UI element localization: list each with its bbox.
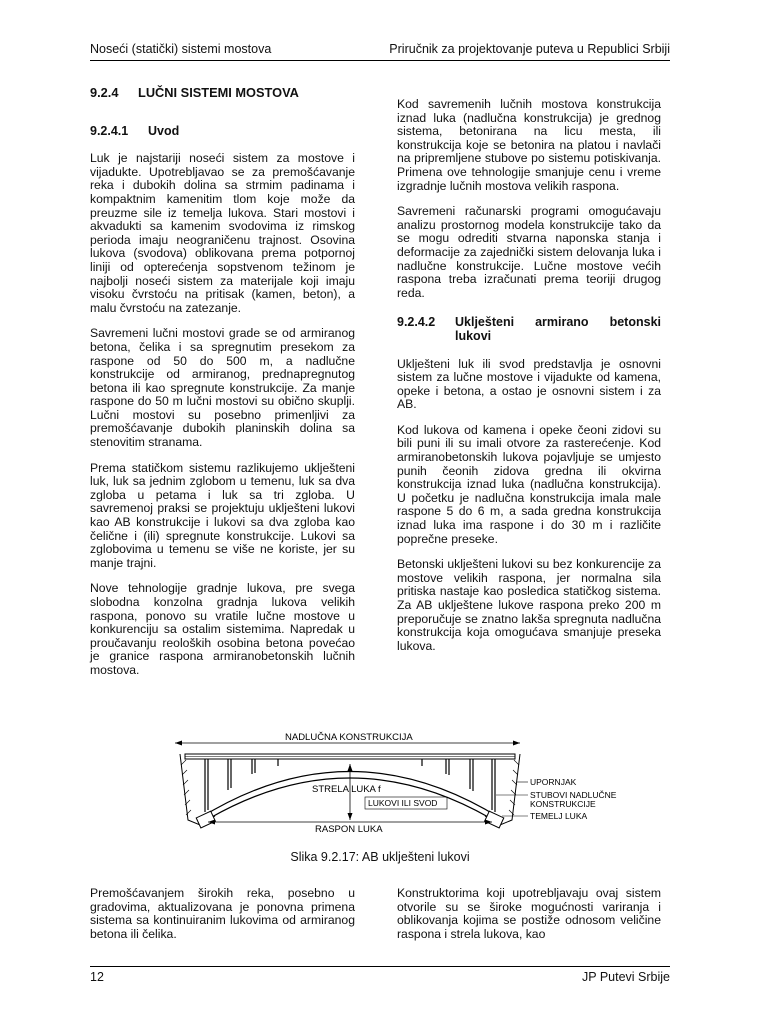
paragraph: Kod savremenih lučnih mostova konstrukcija iznad luka (nadlučna konstrukcija) je grednog sistema, betonirana na licu mesta, ili konstrukcija koje se betonira na platou i navlači na pripremljene stubove po sistemu potiskivanja. Primena ove tehnologije smanjuje cenu i vreme izgradnje lučnih mostova velikih raspona. [397,97,661,193]
arrow-left [175,741,182,746]
paragraph: Savremeni računarski programi omogućavaju analizu prostornog modela konstrukcije tako da se mogu odrediti stvarna naponska stanja i deformacije za zajednički sistem delovanja luka i nadlučne konstrukcije. Lučne mostove većih raspona treba izračunati prema teoriji drugog reda. [397,204,661,300]
header-left: Noseći (statički) sistemi mostova [90,42,272,56]
header-right: Priručnik za projektovanje puteva u Republici Srbiji [389,42,670,56]
paragraph: Luk je najstariji noseći sistem za mostove i vijadukte. Upotrebljavao se za premošćavanje reka i dubokih dolina sa strmim padinama i kompaktnim kamenitim tlom koje može da preuzme sile iz temelja lukova. Stari mostovi i akvadukti sa kamenim svodovima iz rimskog perioda imaju neograničenu trajnost. Osovina lukova (svodova) oblikovana prema potpornoj liniji od opterećenja sopstvenom težinom je najbolji noseći sistem za materijale koji imaju visoku čvrstoću na pritisak (kamen, beton), a malu čvrstoću na zatezanje. [90,151,355,315]
subsection-number: 9.2.4.2 [397,315,436,330]
subsection-title: Uklješteni armirano betonski lukovi [455,315,661,343]
paragraph: Uklješteni luk ili svod predstavlja je osnovni sistem za lučne mostove i vijadukte od kamena, opeke i betona, a ostao je osnovni sistem i za AB. [397,356,661,412]
span-label: RASPON LUKA [315,824,383,835]
page-number: 12 [90,970,104,984]
right-footing [485,811,504,828]
deck-label: NADLUČNA KONSTRUKCIJA [285,732,413,743]
right-column [397,98,661,665]
paragraph: Nove tehnologije gradnje lukova, pre svega slobodna konzolna gradnja lukova velikih raspona, ponovo su vratile lučne mostove u konkurenciju sa ostalim sistemima. Napredak u proučavanju reoloških osobina betona povećao je granice raspona armiranobetonskih lučnih mostova. [90,581,355,677]
bottom-left-paragraph: Premošćavanjem širokih reka, posebno u gradovima, aktualizovana je ponovna primena sistema sa kontinuiranim lukovima od armiranog betona ili čelika. [90,886,355,941]
rise-label: STRELA LUKA f [312,784,381,795]
paragraph: Prema statičkom sistemu razlikujemo uklješteni luk, luk sa jednim zglobom u temenu, luk sa dva zgloba u petama i luk sa tri zgloba. U savremenoj praksi se projektuju uklješteni lukovi kao AB konstrukcije i lukovi sa dva zgloba kao čelične i (ili) spregnute konstrukcije. Lukovi sa zglobovima u temenu se više ne koriste, jer su manje trajni. [90,460,355,570]
figure-caption: Slika 9.2.17: AB uklješteni lukovi [290,850,470,864]
footing-label: TEMELJ LUKA [530,811,588,821]
section-title: LUČNI SISTEMI MOSTOVA [138,85,299,100]
subsection-heading-uklesteni [397,316,661,343]
piers-label-2: KONSTRUKCIJE [530,799,596,809]
section-heading [90,86,355,100]
arch-bridge-drawing [160,730,620,840]
arrow-right [513,741,520,746]
footer-publisher: JP Putevi Srbije [581,970,670,984]
arch-label: LUKOVI ILI SVOD [368,798,438,808]
paragraph: Kod lukova od kamena i opeke čeoni zidovi su bili puni ili su imali otvore za rasterećenje. Kod armiranobetonskih lukova pojavljuje se umjesto punih čeonih zidova gredna ili okvirna konstrukcija iznad luka (nadlučna konstrukcija). U početku je nadlučna konstrukcija imala male raspone 5 do 6 m, a sada gredna konstrukcija iznad luka ima raspone i do 30 m i različite poprečne preseke. [397,422,661,546]
subsection-title: Uvod [148,123,180,138]
left-column [90,86,355,690]
paragraph: Savremeni lučni mostovi grade se od armiranog betona, čelika i sa spregnutim presekom za raspone od 50 do 500 m, a nadlučne konstrukcije od armiranog, prednapregnutog betona ili kao spregnute konstrukcije. Za manje raspone do 50 m lučni mostovi su obično skuplji. Lučni mostovi su posebno primenljivi za premošćavanje dubokih planinskih dolina sa stenovitim stranama. [90,326,355,450]
paragraph: Betonski uklješteni lukovi su bez konkurencije za mostove velikih raspona, jer normalna sila pritiska nastaje kao posledica statičkog sistema. Za AB uklještene lukove raspona preko 200 m preporučuje se znatno lakša spregnuta nadlučna konstrukcija koja omogućava smanjuje preseka lukova. [397,557,661,653]
subsection-number: 9.2.4.1 [90,123,129,138]
section-number: 9.2.4 [90,85,119,100]
piers-label-1: STUBOVI NADLUČNE [530,790,617,800]
arch-bridge-figure [160,730,620,840]
subsection-heading-uvod [90,125,355,139]
page-footer [90,966,670,987]
page-header [90,40,670,61]
left-footing [196,811,215,828]
bottom-right-paragraph: Konstruktorima koji upotrebljavaju ovaj sistem otvorile su se široke mogućnosti variranja i oblikovanja kojima se postiže odnosom veličine raspona i strela lukova, kao [397,886,661,941]
abutment-label: UPORNJAK [530,777,577,787]
